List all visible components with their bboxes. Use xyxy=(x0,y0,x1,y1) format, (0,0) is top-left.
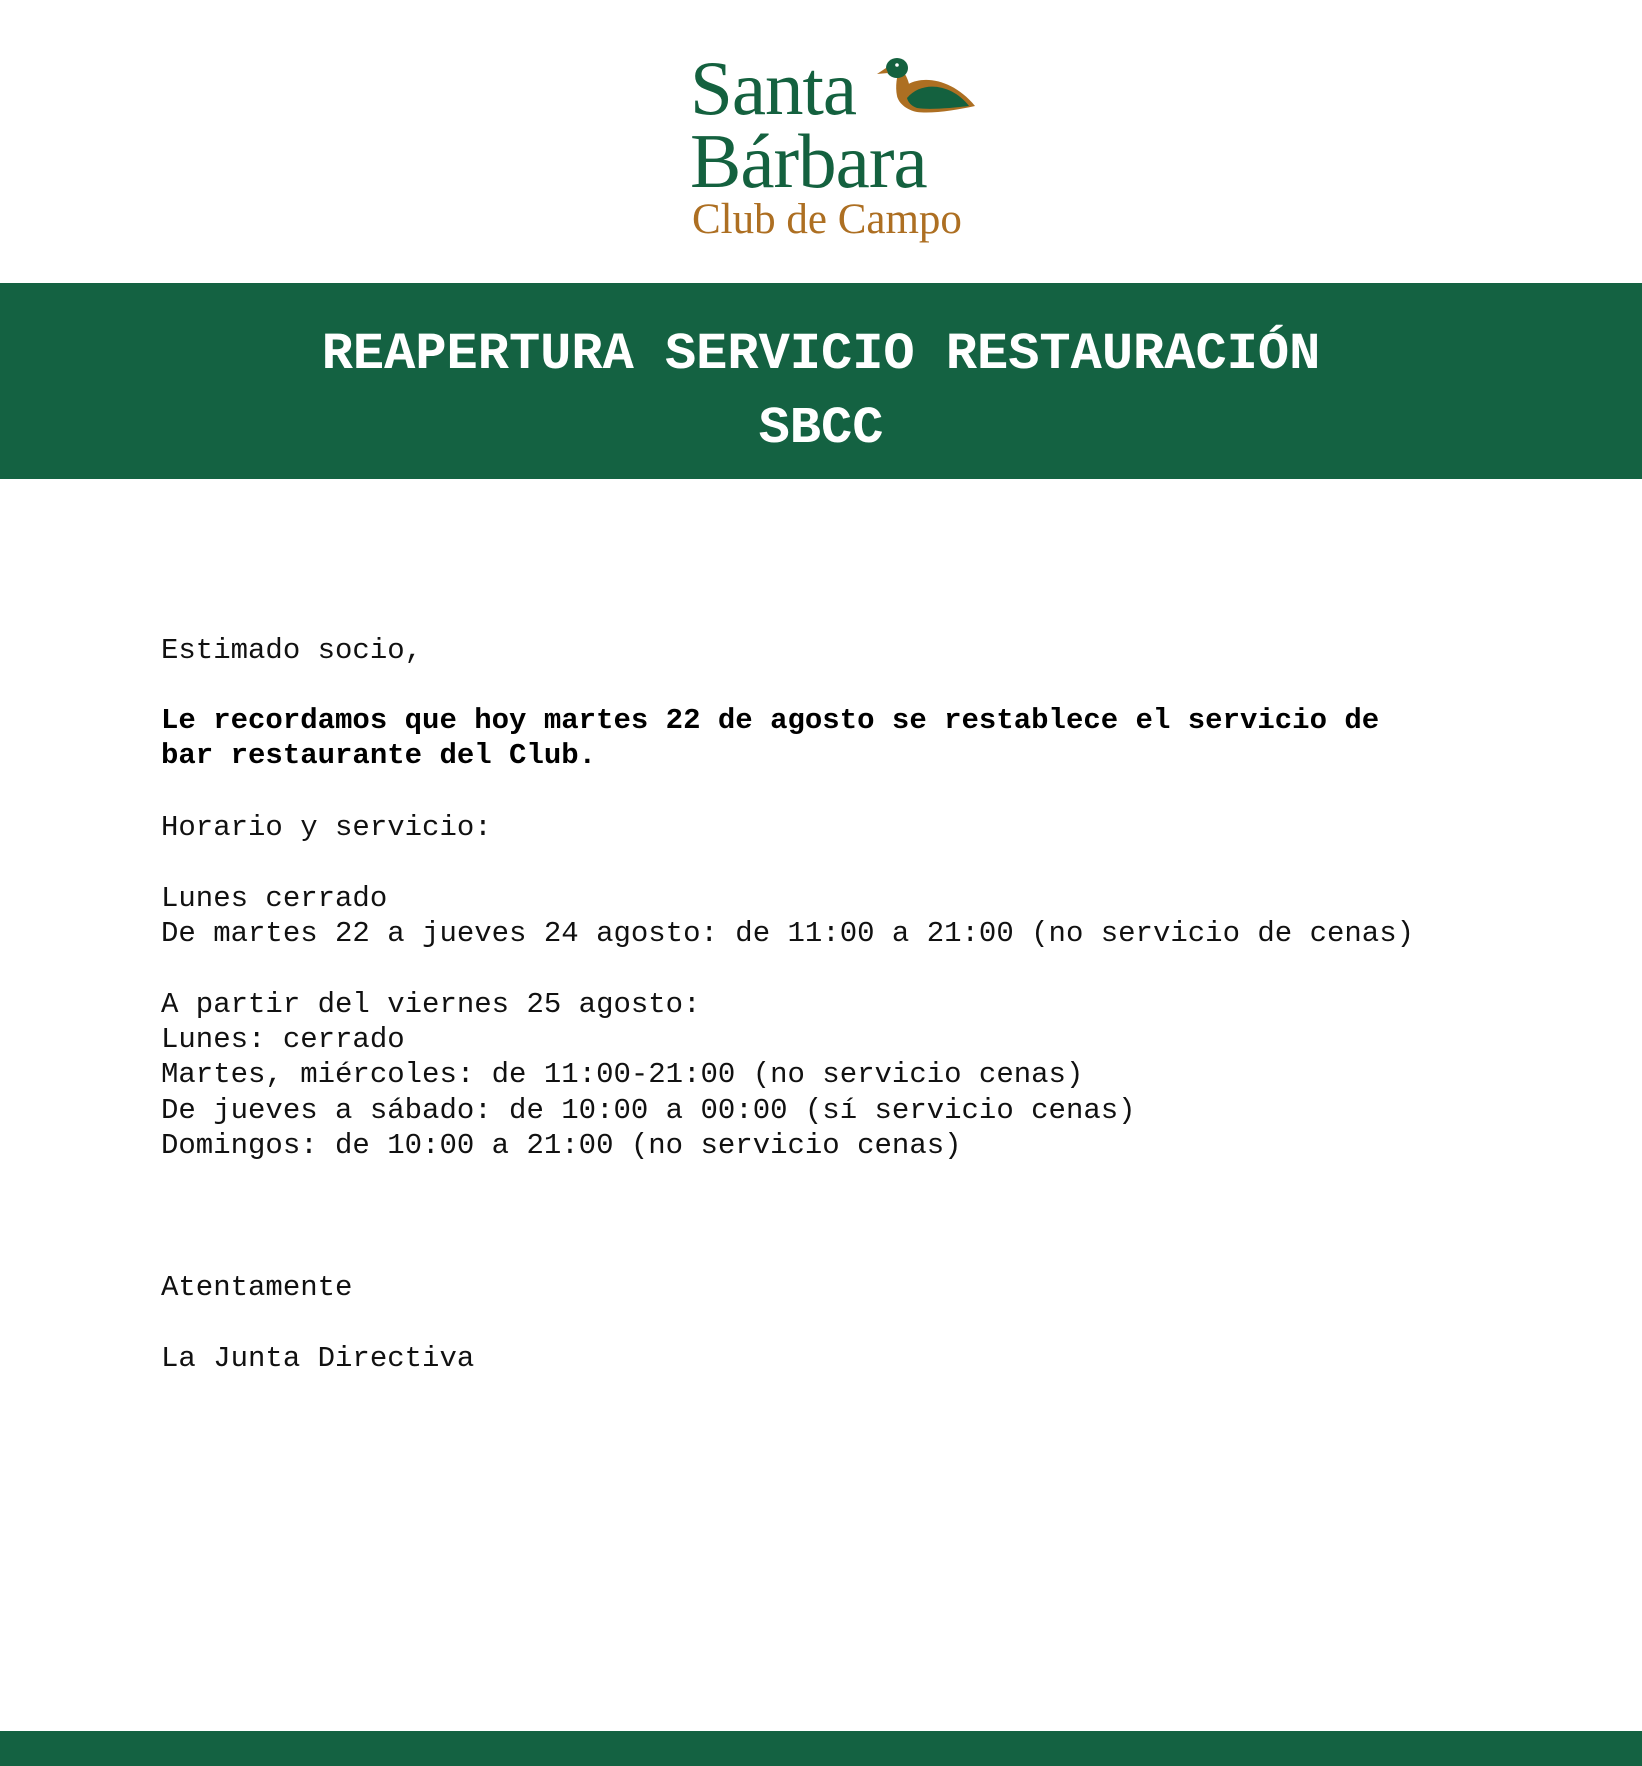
schedule-line: Lunes cerrado xyxy=(161,882,388,915)
closing: Atentamente xyxy=(161,1271,353,1304)
duck-icon xyxy=(877,54,977,124)
footer-bar xyxy=(0,1731,1642,1766)
future-schedule-line: Domingos: de 10:00 a 21:00 (no servicio cenas) xyxy=(161,1129,962,1162)
page-title xyxy=(0,318,1642,466)
page-title-line-2: SBCC xyxy=(758,399,884,458)
logo-text-santa: Santa xyxy=(690,45,857,131)
logo-text-barbara: Bárbara xyxy=(690,118,927,204)
intro-text-line-1: Le recordamos que hoy martes 22 de agosto se restablece el servicio de xyxy=(161,704,1380,737)
future-schedule-heading: A partir del viernes 25 agosto: xyxy=(161,988,701,1021)
greeting: Estimado socio, xyxy=(161,634,423,667)
signature: La Junta Directiva xyxy=(161,1342,475,1375)
logo-text-club-de-campo: Club de Campo xyxy=(692,196,962,243)
future-schedule-line: Lunes: cerrado xyxy=(161,1023,405,1056)
future-schedule-line: Martes, miércoles: de 11:00-21:00 (no servicio cenas) xyxy=(161,1058,1084,1091)
page-title-line-1: REAPERTURA SERVICIO RESTAURACIÓN xyxy=(321,325,1321,384)
intro-text-line-2: bar restaurante del Club. xyxy=(161,739,597,772)
schedule-line: De martes 22 a jueves 24 agosto: de 11:00 a 21:00 (no servicio de cenas) xyxy=(161,917,1415,950)
club-logo xyxy=(690,45,970,246)
schedule-heading: Horario y servicio: xyxy=(161,811,492,844)
title-banner xyxy=(0,283,1642,479)
future-schedule-line: De jueves a sábado: de 10:00 a 00:00 (sí servicio cenas) xyxy=(161,1094,1136,1127)
